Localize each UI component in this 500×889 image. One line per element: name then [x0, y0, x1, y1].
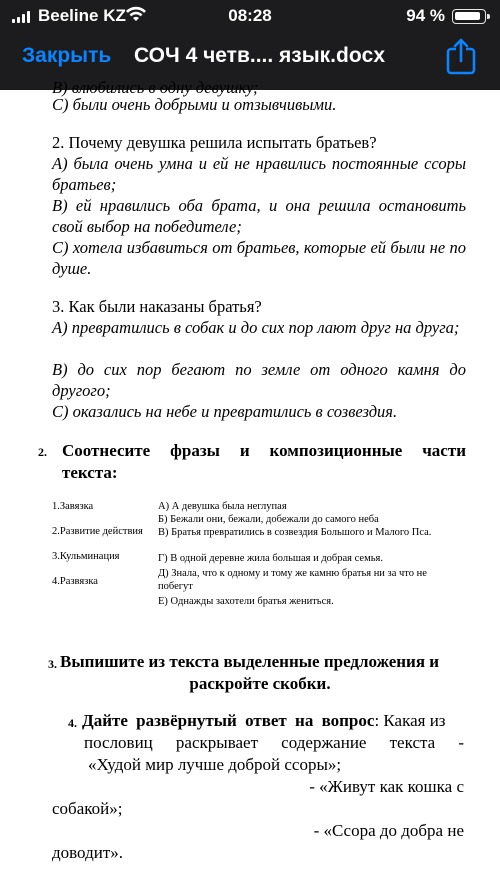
task-2-title: Соотнесите фразы и композиционные части — [62, 441, 466, 460]
clock: 08:28 — [228, 6, 272, 25]
navigation-bar — [0, 34, 500, 82]
phrase: Д) Знала, что к одному и тому же камню братья ни за что не побегут — [158, 568, 427, 592]
question-2: 2. Почему девушка решила испытать братьев? — [52, 133, 377, 152]
phrase: Е) Однажды захотели братья жениться. — [158, 596, 334, 607]
document-view[interactable] — [0, 78, 500, 889]
task-number: 2. — [38, 445, 47, 459]
composition-part: 1.Завязка — [52, 501, 94, 512]
question-3: 3. Как были наказаны братья? — [52, 297, 262, 316]
proverb: - «Живут как кошка с — [309, 777, 464, 796]
composition-part: 4.Развязка — [52, 576, 98, 587]
task-3-title: Выпишите из текста выделенные предложения и — [60, 652, 440, 671]
phrase: Б) Бежали они, бежали, добежали до самого неба — [158, 514, 379, 525]
task-3-title-cont: раскройте скобки. — [189, 674, 331, 693]
answer-option: В) до сих пор бегают по земле от одного камня до другого; — [52, 360, 466, 400]
task-4-text: пословиц раскрывает содержание текста - — [84, 733, 464, 752]
phrase: В) Братья превратились в созвездия Большого и Малого Пса. — [158, 527, 432, 538]
proverb: - «Ссора до добра не — [313, 821, 464, 840]
composition-part: 3.Кульминация — [52, 551, 120, 562]
proverb-cont: собакой»; — [52, 799, 123, 818]
proverb-cont: доводит». — [52, 843, 123, 862]
proverb: «Худой мир лучше доброй ссоры»; — [88, 755, 342, 774]
answer-option: С) оказались на небе и превратились в созвездия. — [52, 402, 398, 421]
phrase: Г) В одной деревне жила большая и добрая семья. — [158, 553, 383, 564]
composition-part: 2.Развитие действия — [52, 526, 143, 537]
answer-option: А) превратились в собак и до сих пор лают друг на друга; — [52, 318, 460, 337]
top-bar — [0, 0, 500, 90]
document-title: СОЧ 4 четв.... язык.docx — [134, 44, 386, 67]
task-2-title-cont: текста: — [62, 463, 118, 482]
status-bar — [0, 0, 500, 32]
task-4-heading: Дайте развёрнутый ответ на вопрос — [82, 711, 375, 730]
task-number: 4. — [68, 716, 77, 730]
battery-percentage: 94 % — [406, 6, 445, 25]
answer-option: А) была очень умна и ей не нравились постоянные ссоры братьев; — [52, 154, 466, 194]
share-icon[interactable] — [444, 37, 478, 75]
answer-option: С) хотела избавиться от братьев, которые ей были не по душе. — [52, 238, 466, 278]
task-4-text: : Какая из — [374, 711, 446, 730]
battery-level — [455, 12, 480, 20]
close-button[interactable]: Закрыть — [22, 44, 112, 67]
task-number: 3. — [48, 657, 57, 671]
cut-off-line: В) влюбились в одну девушку; — [52, 78, 259, 97]
answer-option: С) были очень добрыми и отзывчивыми. — [52, 95, 337, 114]
phrase: А) А девушка была неглупая — [158, 501, 287, 512]
carrier-name: Beeline KZ — [38, 6, 126, 25]
battery-icon — [452, 9, 486, 24]
answer-option: В) ей нравились оба брата, и она решила остановить свой выбор на победителе; — [52, 196, 466, 236]
